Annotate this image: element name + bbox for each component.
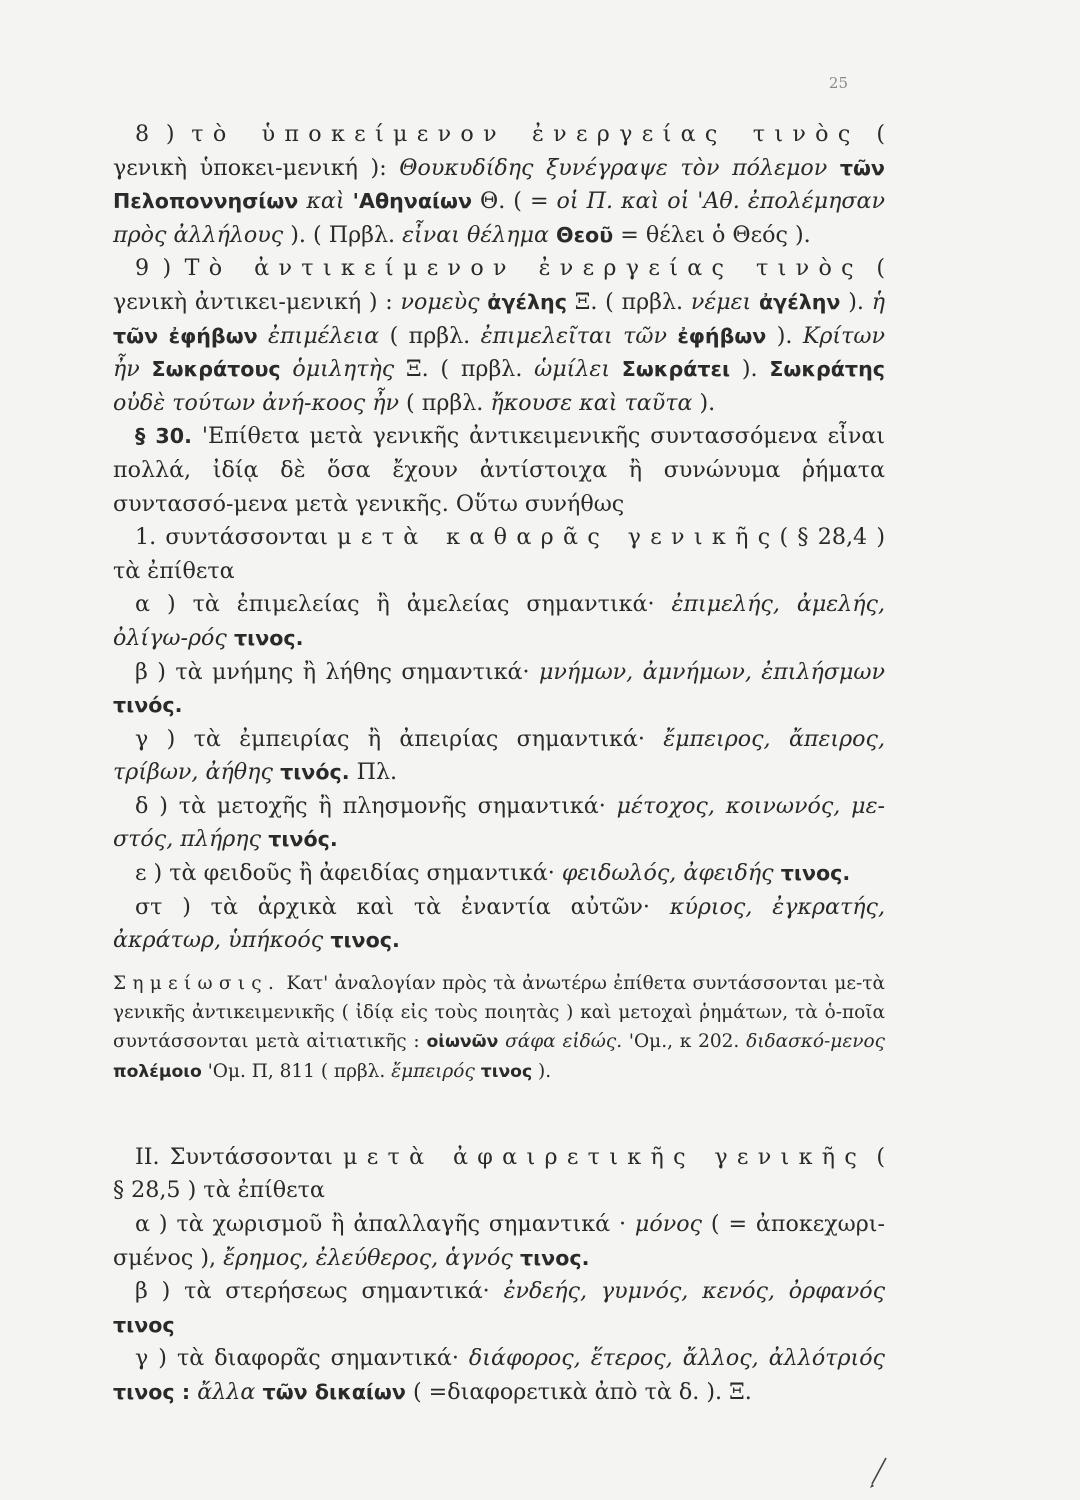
bold-term: τινος bbox=[474, 1061, 533, 1082]
text-run: = θέλει ὁ Θεός ). bbox=[613, 221, 811, 248]
text-run: ( πρβλ. bbox=[398, 389, 491, 416]
example-text: μέτοχος, κοινωνός, με-στός, πλήρης bbox=[113, 792, 885, 853]
item-stigma bbox=[113, 891, 885, 958]
example-text: ἔμπειρος, ἄπειρος, τρίβων, ἀήθης bbox=[113, 725, 886, 786]
bold-term: ἐφήβων bbox=[677, 323, 767, 348]
text-run: γ ) τὰ διαφορᾶς σημαντικά· bbox=[135, 1345, 469, 1372]
example-text: Θουκυδίδης ξυνέγραψε τὸν πόλεμον bbox=[399, 154, 840, 181]
item-epsilon bbox=[113, 857, 885, 891]
spaced-term: Τὸ ἀντικείμενον ἐνεργείας τινὸς bbox=[184, 255, 863, 282]
example-text: νομεὺς bbox=[400, 288, 488, 315]
item-number: 8 ) bbox=[135, 121, 192, 147]
text-run: ( γενικὴ ὑποκει-μενική ): bbox=[113, 121, 885, 181]
example-text: εἶναι θέλημα bbox=[402, 221, 557, 248]
bold-term: τινος. bbox=[773, 861, 851, 886]
page-body bbox=[113, 118, 885, 1410]
item-ii bbox=[113, 1141, 885, 1208]
text-run: 'Επίθετα μετὰ γενικῆς ἀντικειμενικῆς συντασσόμενα εἶναι πολλά, ἰδίᾳ δὲ ὅσα ἔχουν ἀντίστοιχα ἢ συνώνυμα ῥήματα συντασσό-μενα μετὰ γενικῆς. Οὕτω συνήθως bbox=[113, 423, 886, 517]
section-number: § 30. bbox=[135, 424, 192, 449]
example-text: μνήμων, ἀμνήμων, ἐπιλήσμων bbox=[538, 658, 885, 685]
text-run: Πλ. bbox=[349, 759, 398, 786]
bold-term: ἀγέλην bbox=[759, 289, 841, 314]
item-1 bbox=[113, 521, 885, 588]
item-beta bbox=[113, 656, 885, 723]
bold-term: τινός. bbox=[261, 827, 338, 852]
text-run: Θ. ( = bbox=[472, 188, 557, 215]
item-gamma bbox=[113, 723, 885, 790]
bold-term: τῶν ἐφήβων bbox=[113, 323, 258, 348]
example-text: ἐπιμελής, ἀμελής, ὀλίγω-ρός bbox=[113, 591, 885, 651]
spaced-term: μετὰ καθαρᾶς γενικῆς bbox=[337, 524, 780, 551]
bold-term: Σωκράτης bbox=[769, 357, 885, 382]
item-ii-beta bbox=[113, 1275, 885, 1342]
example-text: φειδωλός, ἀφειδής bbox=[561, 860, 774, 887]
text-run: 1. συντάσσονται bbox=[135, 524, 338, 551]
example-text: ἤκουσε καὶ ταῦτα bbox=[490, 389, 693, 416]
example-text: ἄλλα bbox=[197, 1379, 256, 1405]
paragraph-8 bbox=[113, 118, 885, 252]
text-run: γ ) τὰ ἐμπειρίας ἢ ἀπειρίας σημαντικά· bbox=[135, 725, 664, 752]
example-text: κύριος, ἐγκρατής, ἀκράτωρ, ὑπήκοός bbox=[113, 893, 885, 954]
text-run: Ξ. ( πρβλ. bbox=[566, 288, 691, 315]
section-gap bbox=[113, 1087, 885, 1141]
text-run: ). ( Πρβλ. bbox=[283, 221, 403, 248]
example-text: ἡ bbox=[871, 288, 885, 315]
text-run: 'Ομ., κ 202. bbox=[622, 1030, 747, 1052]
note-heading: Σημείωσις. bbox=[113, 972, 281, 994]
example-text: ἐπιμέλεια bbox=[257, 322, 380, 349]
bold-term: τινος bbox=[113, 1312, 175, 1337]
page-number: 25 bbox=[828, 74, 848, 92]
example-text: ἔρημος, ἐλεύθερος, ἁγνός bbox=[223, 1244, 513, 1271]
bold-term: τινος. bbox=[226, 625, 304, 650]
bold-term: τῶν δικαίων bbox=[255, 1380, 406, 1404]
text-run: β ) τὰ μνήμης ἢ λήθης σημαντικά· bbox=[135, 658, 539, 685]
example-text: σάφα εἰδώς. bbox=[498, 1030, 623, 1052]
text-run: ( § 28,5 ) τὰ ἐπίθετα bbox=[113, 1143, 886, 1204]
example-text: ἐπιμελεῖται τῶν bbox=[480, 322, 678, 349]
bold-term: τινος. bbox=[323, 928, 400, 953]
bold-term: ἀγέλης bbox=[487, 289, 567, 314]
example-text: ὡμίλει bbox=[534, 356, 622, 383]
bold-term: Σωκράτει bbox=[621, 357, 731, 382]
text-run: 'Ομ. Π, 811 ( πρβλ. bbox=[201, 1060, 392, 1082]
spaced-term: τὸ ὑποκείμενον ἐνεργείας τινὸς bbox=[191, 121, 860, 147]
text-run: Ξ. ( πρβλ. bbox=[394, 356, 535, 383]
text-run: ε ) τὰ φειδοῦς ἢ ἀφειδίας σημαντικά· bbox=[135, 860, 562, 887]
bold-term: τινός. bbox=[113, 693, 183, 718]
text-run: ). bbox=[532, 1060, 552, 1082]
section-30 bbox=[113, 420, 885, 521]
example-text: διδασκό-μενος bbox=[746, 1030, 885, 1052]
text-run: ). bbox=[730, 356, 770, 383]
text-run: β ) τὰ στερήσεως σημαντικά· bbox=[135, 1278, 504, 1305]
bold-term: Σωκράτους bbox=[151, 357, 281, 382]
bold-term: τινος. bbox=[512, 1245, 590, 1270]
note-paragraph bbox=[113, 969, 885, 1087]
text-run: ). bbox=[692, 389, 716, 416]
example-text: διάφορος, ἕτερος, ἄλλος, ἀλλότριός bbox=[468, 1345, 885, 1372]
text-run: α ) τὰ ἐπιμελείας ἢ ἀμελείας σημαντικά· bbox=[135, 591, 672, 618]
text-run: ( πρβλ. bbox=[379, 322, 481, 349]
bold-term: τινος : bbox=[113, 1380, 198, 1404]
text-run: στ ) τὰ ἀρχικὰ καὶ τὰ ἐναντία αὐτῶν· bbox=[135, 893, 670, 920]
item-ii-gamma bbox=[113, 1342, 885, 1409]
spaced-term: μετὰ ἀφαιρετικῆς γενικῆς bbox=[342, 1143, 867, 1170]
text-run: α ) τὰ χωρισμοῦ ἢ ἀπαλλαγῆς σημαντικά · bbox=[135, 1211, 635, 1238]
example-text: οὐδὲ τούτων ἀνή-κοος ἦν bbox=[113, 389, 399, 416]
example-text: ὁμιλητὴς bbox=[280, 356, 395, 383]
item-number: 9 ) bbox=[135, 255, 185, 282]
example-text: Κρίτων ἦν bbox=[113, 322, 885, 383]
item-ii-alpha bbox=[113, 1208, 885, 1275]
example-text: ἔμπειρός bbox=[391, 1060, 475, 1082]
bold-term: οἰωνῶν bbox=[426, 1031, 499, 1052]
text-run: ). bbox=[766, 322, 803, 349]
example-text: ἐνδεής, γυμνός, κενός, ὀρφανός bbox=[503, 1278, 886, 1305]
example-text: νέμει bbox=[690, 288, 759, 315]
example-text: καὶ bbox=[298, 188, 345, 215]
text-run: Κατ' ἀναλογίαν πρὸς τὰ ἀνωτέρω ἐπίθετα συντάσσονται με-τὰ γενικῆς ἀντικειμενικῆς ( ἰδίᾳ εἰς τοὺς ποιητὰς ) καὶ μετοχαὶ ῥημάτων, τὰ ὁ-ποῖα συντάσσονται μετὰ αἰτιατικῆς : bbox=[113, 972, 885, 1052]
example-text: οἱ Π. καὶ οἱ 'Αθ. ἐπολέμησαν πρὸς ἀλλήλους bbox=[113, 188, 885, 248]
item-alpha bbox=[113, 588, 885, 655]
bold-term: Θεοῦ bbox=[556, 222, 614, 247]
text-run: ΙΙ. Συντάσσονται bbox=[135, 1143, 343, 1170]
text-run: ). bbox=[840, 288, 872, 315]
text-run: ( γενικὴ ἀντικει-μενική ) : bbox=[113, 255, 885, 315]
paragraph-9 bbox=[113, 252, 885, 420]
bold-term: πολέμοιο bbox=[113, 1061, 202, 1082]
text-run: ( § 28,4 ) τὰ ἐπίθετα bbox=[113, 524, 886, 584]
item-delta bbox=[113, 790, 885, 857]
bold-term: τινός. bbox=[272, 760, 350, 785]
example-text: μόνος bbox=[634, 1211, 702, 1238]
bold-term: 'Αθηναίων bbox=[344, 189, 473, 214]
text-run: ( =διαφορετικὰ ἀπὸ τὰ δ. ). Ξ. bbox=[405, 1379, 752, 1405]
pencil-tick-mark bbox=[866, 1456, 890, 1490]
text-run: δ ) τὰ μετοχῆς ἢ πλησμονῆς σημαντικά· bbox=[135, 792, 617, 819]
text-run: ( = ἀποκεχωρι-σμένος ), bbox=[113, 1211, 885, 1271]
bold-term: τῶν Πελοποννησίων bbox=[113, 155, 885, 214]
